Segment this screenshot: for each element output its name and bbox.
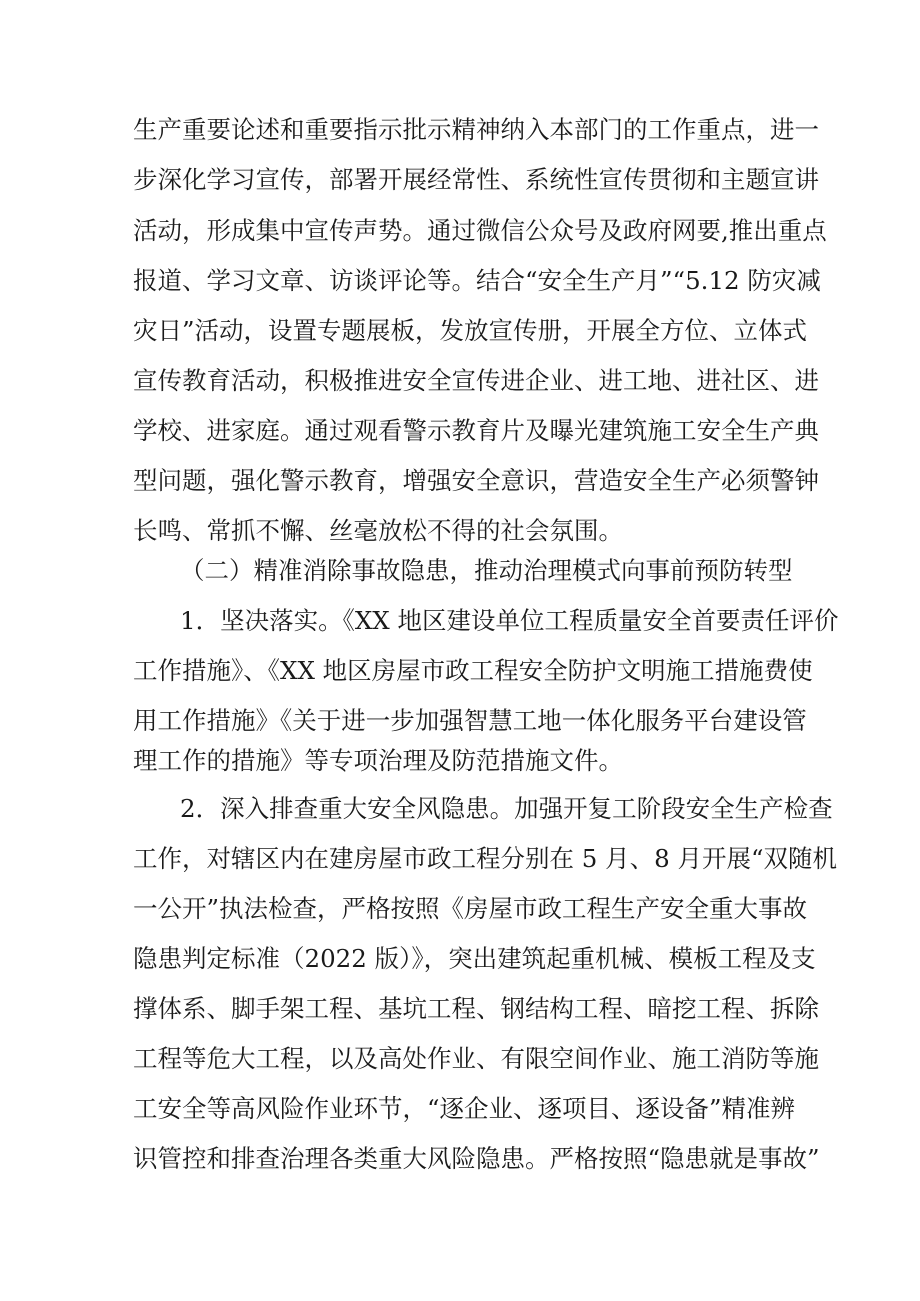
paragraph-line: 步深化学习宣传，部署开展经常性、系统性宣传贯彻和主题宣讲 [133, 165, 819, 194]
paragraph-line: 学校、进家庭。通过观看警示教育片及曝光建筑施工安全生产典 [133, 416, 819, 445]
paragraph-line: 隐患判定标准（2022 版）》，突出建筑起重机械、模板工程及支 [133, 944, 816, 973]
paragraph-line: 一公开”执法检查，严格按照《房屋市政工程生产安全重大事故 [133, 894, 808, 923]
paragraph-line: 长鸣、常抓不懈、丝毫放松不得的社会氛围。 [133, 516, 623, 545]
paragraph-line: 灾日”活动，设置专题展板，发放宣传册，开展全方位、立体式 [133, 316, 808, 345]
paragraph-line: 理工作的措施》等专项治理及防范措施文件。 [133, 746, 623, 775]
paragraph-line: 撑体系、脚手架工程、基坑工程、钢结构工程、暗挖工程、拆除 [133, 994, 819, 1023]
paragraph-line: 报道、学习文章、访谈评论等。结合“安全生产月”“5.12 防灾减 [133, 266, 821, 295]
paragraph-line: 识管控和排查治理各类重大风险隐患。严格按照“隐患就是事故” [133, 1144, 820, 1173]
paragraph-line: 活动，形成集中宣传声势。通过微信公众号及政府网要,推出重点 [133, 216, 827, 245]
paragraph-line: 用工作措施》《关于进一步加强智慧工地一体化服务平台建设管 [133, 706, 807, 735]
numbered-item-line: 1．坚决落实。《XX 地区建设单位工程质量安全首要责任评价 [180, 606, 839, 635]
paragraph-line: 宣传教育活动，积极推进安全宣传进企业、进工地、进社区、进 [133, 366, 819, 395]
paragraph-line: 生产重要论述和重要指示批示精神纳入本部门的工作重点，进一 [133, 115, 819, 144]
paragraph-line: 工作措施》、《XX 地区房屋市政工程安全防护文明施工措施费使 [133, 656, 813, 685]
numbered-item-line: 2．深入排查重大安全风隐患。加强开复工阶段安全生产检查 [180, 794, 833, 823]
paragraph-line: 工作，对辖区内在建房屋市政工程分别在 5 月、8 月开展“双随机 [133, 844, 838, 873]
paragraph-line: 工程等危大工程，以及高处作业、有限空间作业、施工消防等施 [133, 1044, 819, 1073]
paragraph-line: 型问题，强化警示教育，增强安全意识，营造安全生产必须警钟 [133, 466, 819, 495]
paragraph-line: 工安全等高风险作业环节，“逐企业、逐项目、逐设备”精准辨 [133, 1094, 796, 1123]
section-heading: （二）精准消除事故隐患，推动治理模式向事前预防转型 [180, 556, 793, 585]
